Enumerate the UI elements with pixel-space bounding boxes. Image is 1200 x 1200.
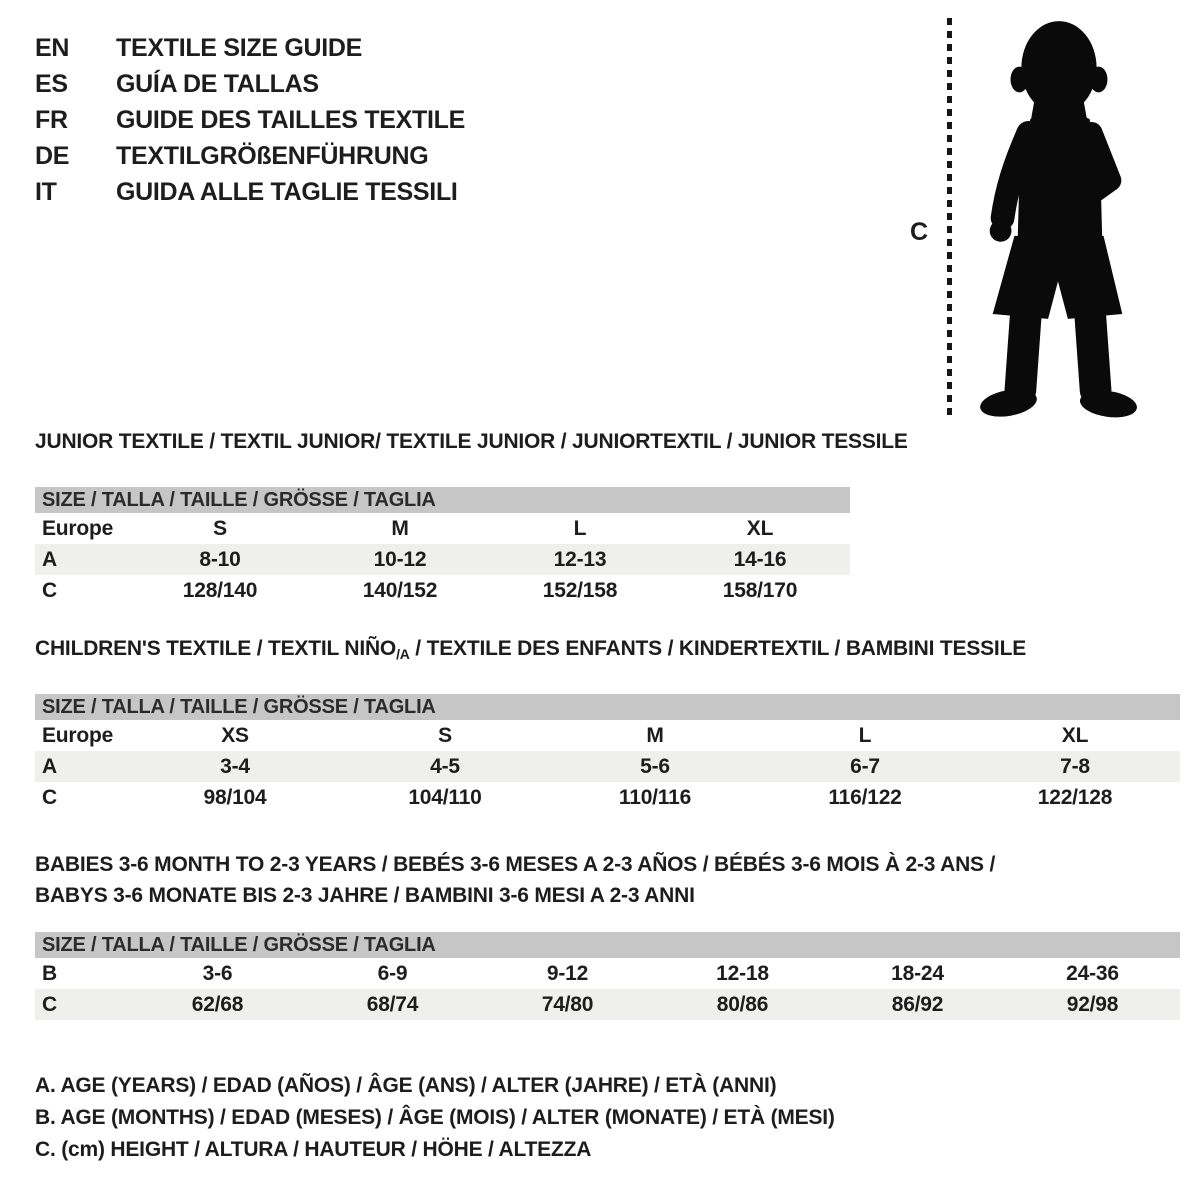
section-title-children-sub: /A: [396, 646, 410, 662]
age-month-value: 9-12: [546, 961, 589, 985]
height-value: 122/128: [1037, 785, 1113, 809]
age-value: 10-12: [373, 547, 427, 571]
table-row: [35, 575, 850, 606]
age-month-value: 6-9: [377, 961, 408, 985]
height-value: 80/86: [716, 992, 769, 1016]
age-month-value: 3-6: [202, 961, 233, 985]
language-code: EN: [35, 33, 70, 62]
height-measure-dashed-line: [947, 18, 952, 418]
size-value: L: [573, 516, 587, 540]
age-value: 7-8: [1060, 754, 1090, 778]
legend-line-a: A. AGE (YEARS) / EDAD (AÑOS) / ÂGE (ANS) / ALTER (JAHRE) / ETÀ (ANNI): [35, 1074, 777, 1097]
age-value: 3-4: [220, 754, 250, 778]
age-value: 4-5: [430, 754, 460, 778]
table-row: [35, 544, 850, 575]
legend-line-b: B. AGE (MONTHS) / EDAD (MESES) / ÂGE (MOIS) / ALTER (MONATE) / ETÀ (MESI): [35, 1106, 835, 1129]
height-value: 104/110: [408, 785, 482, 809]
size-header-bar: SIZE / TALLA / TAILLE / GRÖSSE / TAGLIA: [35, 932, 1180, 958]
size-value: XL: [746, 516, 774, 540]
height-value: 74/80: [541, 992, 594, 1016]
age-value: 5-6: [640, 754, 670, 778]
language-code: IT: [35, 177, 57, 206]
age-month-value: 12-18: [716, 961, 769, 985]
size-value: L: [858, 723, 872, 747]
height-value: 116/122: [828, 785, 902, 809]
height-value: 92/98: [1066, 992, 1119, 1016]
row-label: C: [42, 785, 57, 809]
guide-title: GUIDE DES TAILLES TEXTILE: [116, 105, 466, 134]
table-row: [35, 958, 1180, 989]
junior-size-table: [35, 487, 850, 606]
height-value: 86/92: [891, 992, 944, 1016]
size-value: S: [438, 723, 452, 747]
section-title-babies-line2: BABYS 3-6 MONATE BIS 2-3 JAHRE / BAMBINI 3-6 MESI A 2-3 ANNI: [35, 884, 695, 907]
language-title-list: [35, 30, 465, 210]
list-item: [35, 174, 465, 210]
age-month-value: 24-36: [1066, 961, 1119, 985]
section-title-babies-line1: BABIES 3-6 MONTH TO 2-3 YEARS / BEBÉS 3-6 MESES A 2-3 AÑOS / BÉBÉS 3-6 MOIS À 2-3 ANS /: [35, 853, 996, 876]
height-value: 68/74: [366, 992, 419, 1016]
table-row: [35, 751, 1180, 782]
language-code: ES: [35, 69, 68, 98]
age-month-value: 18-24: [891, 961, 944, 985]
section-title-children-suffix: / TEXTILE DES ENFANTS / KINDERTEXTIL / BAMBINI TESSILE: [409, 637, 1027, 660]
size-value: M: [646, 723, 664, 747]
age-value: 12-13: [553, 547, 607, 571]
legend-line-c: C. (cm) HEIGHT / ALTURA / HAUTEUR / HÖHE / ALTEZZA: [35, 1138, 592, 1161]
list-item: [35, 102, 465, 138]
age-value: 6-7: [850, 754, 880, 778]
size-value: XS: [221, 723, 249, 747]
table-row: [35, 989, 1180, 1020]
babies-size-table: [35, 932, 1180, 1020]
size-header-bar: SIZE / TALLA / TAILLE / GRÖSSE / TAGLIA: [35, 694, 1180, 720]
row-label: B: [42, 961, 57, 985]
size-header-bar: SIZE / TALLA / TAILLE / GRÖSSE / TAGLIA: [35, 487, 850, 513]
table-row: [35, 513, 850, 544]
age-value: 14-16: [733, 547, 787, 571]
guide-title: TEXTILGRÖßENFÜHRUNG: [116, 141, 429, 170]
height-measure-label: C: [910, 218, 929, 246]
baby-silhouette-icon: [963, 16, 1151, 422]
age-value: 8-10: [199, 547, 241, 571]
row-label: A: [42, 754, 57, 778]
children-size-table: [35, 694, 1180, 813]
section-title-children-prefix: CHILDREN'S TEXTILE / TEXTIL NIÑO: [35, 637, 397, 660]
row-label: C: [42, 578, 57, 602]
row-label: C: [42, 992, 57, 1016]
size-value: S: [213, 516, 227, 540]
row-label: Europe: [42, 723, 114, 747]
height-value: 158/170: [722, 578, 798, 602]
height-value: 98/104: [203, 785, 267, 809]
height-value: 152/158: [542, 578, 618, 602]
height-value: 140/152: [362, 578, 438, 602]
size-value: M: [391, 516, 409, 540]
height-value: 110/116: [618, 785, 692, 809]
list-item: [35, 66, 465, 102]
section-title-junior: JUNIOR TEXTILE / TEXTIL JUNIOR/ TEXTILE JUNIOR / JUNIORTEXTIL / JUNIOR TESSILE: [35, 430, 908, 453]
measure-legend: [35, 1070, 835, 1166]
row-label: A: [42, 547, 57, 571]
section-title-babies: [35, 849, 995, 911]
row-label: Europe: [42, 516, 114, 540]
height-value: 128/140: [182, 578, 258, 602]
section-title-children: [35, 637, 1026, 662]
language-code: DE: [35, 141, 70, 170]
list-item: [35, 138, 465, 174]
guide-title: GUÍA DE TALLAS: [116, 69, 319, 98]
size-value: XL: [1061, 723, 1089, 747]
guide-title: TEXTILE SIZE GUIDE: [116, 33, 363, 62]
language-code: FR: [35, 105, 68, 134]
table-row: [35, 782, 1180, 813]
height-value: 62/68: [191, 992, 244, 1016]
list-item: [35, 30, 465, 66]
guide-title: GUIDA ALLE TAGLIE TESSILI: [116, 177, 458, 206]
table-row: [35, 720, 1180, 751]
